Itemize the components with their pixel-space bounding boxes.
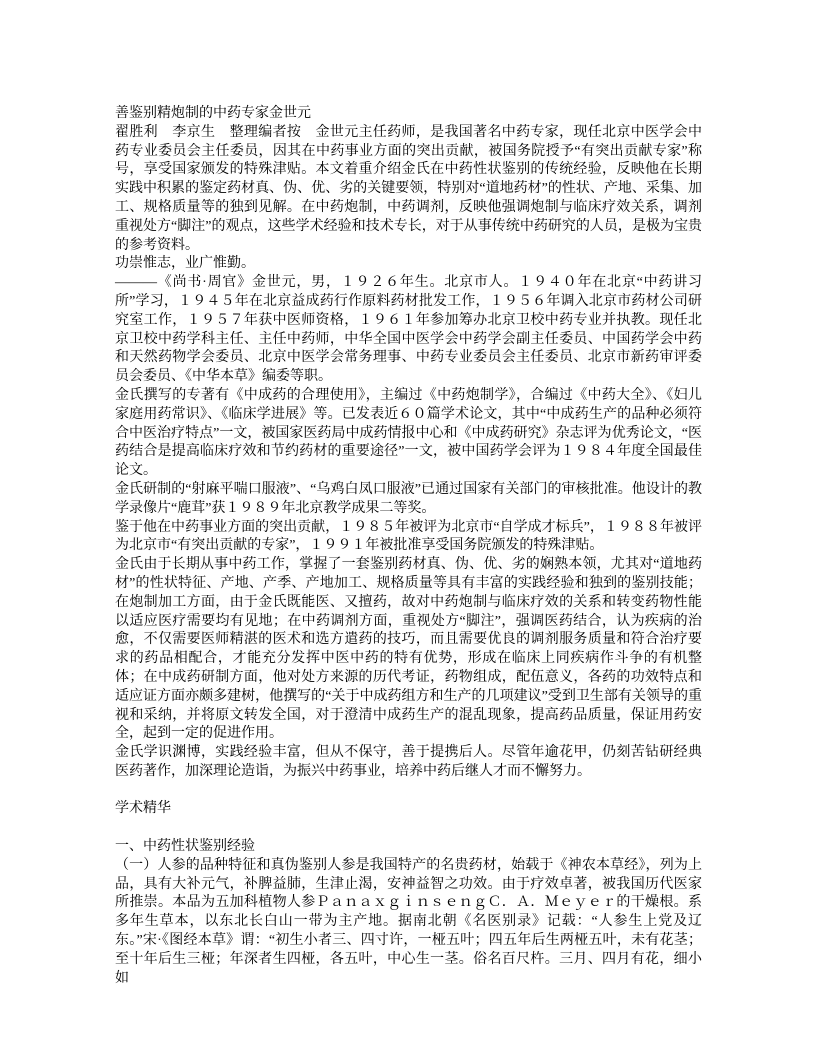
research-paragraph: 金氏研制的“射麻平喘口服液”、“乌鸡白凤口服液”已通过国家有关部门的审核批准。他设计的教学录像片“鹿茸”获１９８９年北京教学成果二等奖。: [115, 481, 702, 516]
section-heading-academic-essence: 学术精华: [115, 801, 171, 817]
ginseng-paragraph: （一）人参的品种特征和真伪鉴别人参是我国特产的名贵药材，始载于《神农本草经》，列为上品，具有大补元气，补脾益肺，生津止渴，安神益智之功效。由于疗效卓著，被我国历代医家所推崇。本品为五加科植物人参ＰａｎａｘｇｉｎｓｅｎｇＣ．Ａ．Ｍｅｙｅｒ的干燥根。系多年生草本，以东北长白山一带为主产地。据南北朝《名医别录》记载：“人参生上党及辽东。”宋·《图经本草》谓：“初生小者三、四寸许，一桠五叶；四五年后生两桠五叶，未有花茎；至十年后生三桠；年深者生四桠，各五叶，中心生一茎。俗名百尺杵。三月、四月有花，细小如: [115, 857, 702, 986]
publications-paragraph: 金氏撰写的专著有《中成药的合理使用》，主编过《中药炮制学》，合编过《中药大全》、《妇儿家庭用药常识》、《临床学进展》等。已发表近６０篇学术论文，其中“中成药生产的品种必须符合中医治疗特点”一文，被国家医药局中成药情报中心和《中成药研究》杂志评为优秀论文，“医药结合是提高临床疗效和节约药材的重要途径”一文，被中国药学会评为１９８４年度全国最佳论文。: [115, 387, 702, 479]
expertise-paragraph: 金氏由于长期从事中药工作，掌握了一套鉴别药材真、伪、优、劣的娴熟本领，尤其对“道地药材”的性状特征、产地、产季、产地加工、规格质量等具有丰富的实践经验和独到的鉴别技能；在炮制加工方面，由于金氏既能医、又擅药，故对中药炮制与临床疗效的关系和转变药物性能以适应医疗需要均有见地；在中药调剂方面，重视处方“脚注”，强调医药结合，认为疾病的治愈，不仅需要医师精湛的医术和选方遣药的技巧，而且需要优良的调剂服务质量和符合治疗要求的药品相配合，才能充分发挥中医中药的特有优势，形成在临床上同疾病作斗争的有机整体；在中成药研制方面，他对处方来源的历代考证，药物组成，配伍意义，各药的功效特点和适应证方面亦颇多建树，他撰写的“关于中成药组方和生产的几项建议”受到卫生部有关领导的重视和采纳，并将原文转发全国，对于澄清中成药生产的混乱现象，提高药品质量，保证用药安全，起到一定的促进作用。: [115, 557, 702, 742]
document-title: 善鉴别精炮制的中药专家金世元: [115, 106, 311, 121]
motto-line: 功崇惟志，业广惟勤。: [115, 256, 255, 272]
section-heading-identification-experience: 一、中药性状鉴别经验: [115, 839, 255, 855]
character-paragraph: 金氏学识渊博，实践经验丰富，但从不保守，善于提携后人。尽管年逾花甲，仍刻苦钻研经典医药著作，加深理论造诣，为振兴中药事业，培养中药后继人才而不懈努力。: [115, 745, 702, 779]
biography-paragraph: ———《尚书·周官》金世元，男，１９２６年生。北京市人。１９４０年在北京“中药讲习所”学习，１９４５年在北京益成药行作原料药材批发工作，１９５６年调入北京市药材公司研究室工作，１９５７年获中医师资格，１９６１年参加筹办北京卫校中药专业并执教。现任北京卫校中药学科主任、主任中药师，中华全国中医学会中药学会副主任委员、中国药学会中药和天然药物学会委员、北京中医学会常务理事、中药专业委员会主任委员、北京市新药审评委员会委员、《中华本草》编委等职。: [115, 275, 702, 385]
honors-paragraph: 鉴于他在中药事业方面的突出贡献，１９８５年被评为北京市“自学成才标兵”，１９８８年被评为北京市“有突出贡献的专家”，１９９１年被批准享受国务院颁发的特殊津贴。: [115, 519, 702, 554]
document-body: [115, 105, 702, 988]
document-page: [115, 105, 702, 988]
editors-note-paragraph: 翟胜利 李京生 整理编者按 金世元主任药师，是我国著名中药专家，现任北京中医学会中药专业委员会主任委员，因其在中药事业方面的突出贡献，被国务院授予“有突出贡献专家”称号，享受国家颁发的特殊津贴。本文着重介绍金氏在中药性状鉴别的传统经验，反映他在长期实践中积累的鉴定药材真、伪、优、劣的关键要领，特别对“道地药材”的性状、产地、采集、加工、规格质量等的独到见解。在中药炮制，中药调剂，反映他强调炮制与临床疗效关系，调剂重视处方“脚注”的观点，这些学术经验和技术专长，对于从事传统中药研究的人员，是极为宝贵的参考资料。: [115, 124, 702, 253]
